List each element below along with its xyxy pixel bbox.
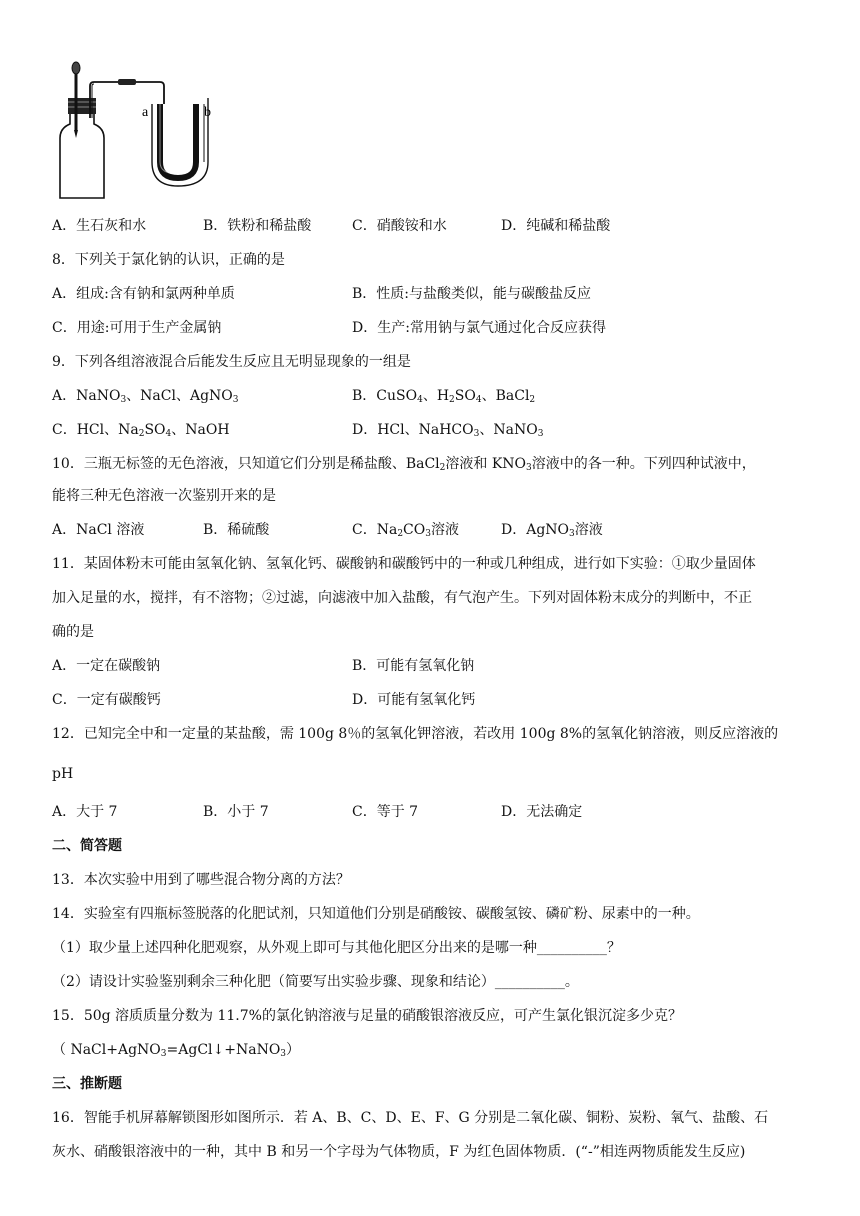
q9-option-c: C．HCl、$Na_2SO_4$、NaOH	[52, 422, 230, 439]
q11-stem-line1: 11．某固体粉末可能由氢氧化钠、氢氧化钙、碳酸钠和碳酸钙中的一种或几种组成，进行如下实验：①取少量固体	[52, 556, 756, 572]
q14-sub2: （2）请设计实验鉴别剩余三种化肥（简要写出实验步骤、现象和结论）__________。	[52, 974, 579, 990]
q10-option-c: C．$Na_2CO_3$溶液	[352, 522, 459, 539]
q11-stem-line3: 确的是	[52, 624, 94, 640]
q16-stem-line1: 16．智能手机屏幕解锁图形如图所示．若 A、B、C、D、E、F、G 分别是二氧化碳、铜粉、炭粉、氧气、盐酸、石	[52, 1110, 769, 1126]
q10-stem-line1: 10．三瓶无标签的无色溶液，只知道它们分别是稀盐酸、BaCl$_2$溶液和 $KNO_3$溶液中的各一种。下列四种试液中，	[52, 456, 756, 473]
q12-option-b: B．小于 7	[203, 804, 269, 820]
q12-stem-line1: 12．已知完全中和一定量的某盐酸，需 100g 8％的氢氧化钾溶液，若改用 100g 8%的氢氧化钠溶液，则反应溶液的	[52, 726, 779, 742]
q9-option-a: A．NaNO$_3$、NaCl、AgNO$_3$	[52, 388, 239, 405]
q10-option-a: A．NaCl 溶液	[52, 522, 145, 538]
q15-stem: 15．50g 溶质质量分数为 11.7%的氯化钠溶液与足量的硝酸银溶液反应，可产生氯化银沉淀多少克？	[52, 1008, 682, 1024]
label-b: b	[204, 105, 211, 120]
q7-option-a: A．生石灰和水	[52, 218, 147, 234]
q12-stem-line2: pH	[52, 766, 74, 782]
label-a: a	[142, 105, 149, 120]
q9-option-b: B．CuSO$_4$、$H_2SO_4$、BaCl$_2$	[352, 388, 536, 405]
q8-option-b: B．性质:与盐酸类似，能与碳酸盐反应	[352, 286, 592, 302]
q10-stem-line2: 能将三种无色溶液一次鉴别开来的是	[52, 488, 276, 504]
q10-option-d: D．AgNO$_3$溶液	[501, 522, 603, 539]
q8-option-c: C．用途:可用于生产金属钠	[52, 320, 222, 336]
q16-stem-line2: 灰水、硝酸银溶液中的一种，其中 B 和另一个字母为气体物质，F 为红色固体物质．(“-”相连两物质能发生反应)	[52, 1144, 746, 1160]
q15-equation: （ NaCl+AgNO$_3$=AgCl↓+NaNO$_3$）	[52, 1042, 301, 1059]
q11-option-d: D．可能有氢氧化钙	[352, 692, 476, 708]
q14-sub1: （1）取少量上述四种化肥观察，从外观上即可与其他化肥区分出来的是哪一种__________？	[52, 940, 621, 956]
q9-stem: 9．下列各组溶液混合后能发生反应且无明显现象的一组是	[52, 354, 411, 370]
q11-option-b: B．可能有氢氧化钠	[352, 658, 475, 674]
q7-option-d: D．纯碱和稀盐酸	[501, 218, 611, 234]
q14-stem: 14．实验室有四瓶标签脱落的化肥试剂，只知道他们分别是硝酸铵、碳酸氢铵、磷矿粉、尿素中的一种。	[52, 906, 700, 922]
apparatus-figure	[52, 58, 232, 200]
q11-option-a: A．一定在碳酸钠	[52, 658, 161, 674]
q8-option-a: A．组成:含有钠和氯两种单质	[52, 286, 235, 302]
rubber-connector	[118, 79, 136, 85]
q7-option-c: C．硝酸铵和水	[352, 218, 447, 234]
q13-stem: 13．本次实验中用到了哪些混合物分离的方法？	[52, 872, 350, 888]
q7-option-b: B．铁粉和稀盐酸	[203, 218, 312, 234]
q12-option-c: C．等于 7	[352, 804, 419, 820]
q12-option-a: A．大于 7	[52, 804, 118, 820]
q11-stem-line2: 加入足量的水，搅拌，有不溶物；②过滤，向滤液中加入盐酸，有气泡产生。下列对固体粉末成分的判断中，不正	[52, 590, 752, 606]
q10-option-b: B．稀硫酸	[203, 522, 270, 538]
q11-option-c: C．一定有碳酸钙	[52, 692, 161, 708]
section-heading-short-answer: 二、简答题	[52, 838, 122, 854]
bottle	[60, 113, 104, 198]
u-tube	[160, 104, 196, 178]
q8-stem: 8．下列关于氯化钠的认识，正确的是	[52, 252, 285, 268]
section-heading-inference: 三、推断题	[52, 1076, 122, 1092]
q8-option-d: D．生产:常用钠与氯气通过化合反应获得	[352, 320, 606, 336]
q9-option-d: D．HCl、NaHCO$_3$、NaNO$_3$	[352, 422, 544, 439]
q12-option-d: D．无法确定	[501, 804, 583, 820]
dropper-bulb	[72, 62, 80, 74]
delivery-tube	[90, 82, 164, 118]
